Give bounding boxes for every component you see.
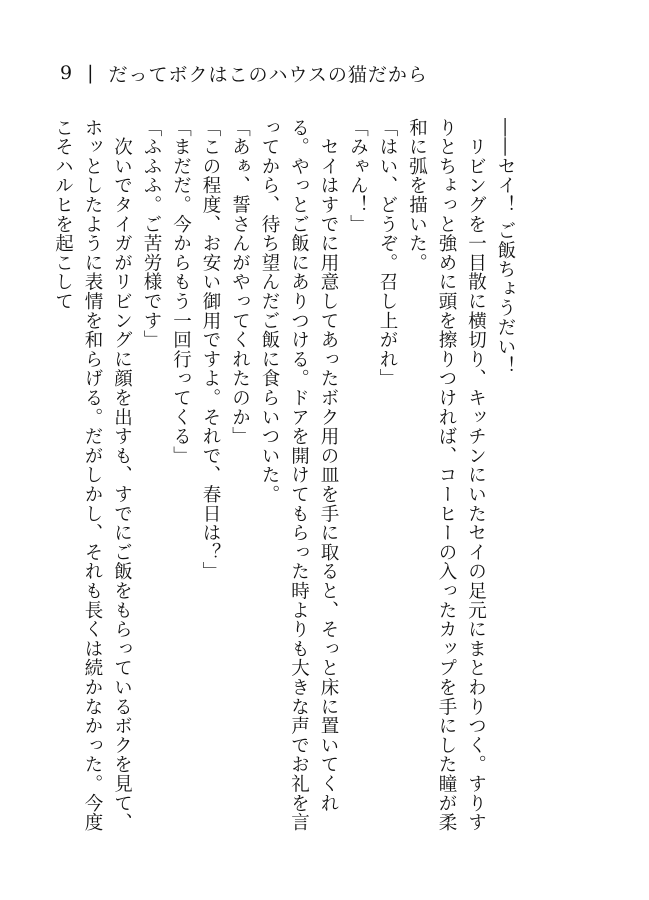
running-header: [60, 58, 428, 88]
paragraph: 「みゃん！」: [347, 118, 369, 234]
paragraph: ――セイ！ ご飯ちょうだい！: [495, 118, 516, 376]
paragraph: リビングを一目散に横切り、キッチンにいたセイの足元にまとわりつく。すりすりとちょっと強めに頭を擦りつければ、コーヒーの入ったカップを手にした瞳が柔和に弧を描いた。: [406, 118, 487, 833]
chapter-title: だってボクはこのハウスの猫だから: [108, 63, 428, 86]
paragraph: セイはすでに用意してあったボク用の皿を手に取ると、そっと床に置いてくれる。やっとご飯にありつける。ドアを開けてもらった時よりも大きな声でお礼を言ってから、待ち望んだご飯に食らいついた。: [259, 118, 339, 833]
paragraph: 「はい、どうぞ。召し上がれ」: [377, 118, 398, 389]
paragraph: 「この程度、お安い御用ですよ。それで、春日は？」: [200, 118, 221, 582]
paragraph: 次いでタイガがリビングに顔を出すも、すでにご飯をもらっているボクを見て、ホッとしたように表情を和らげる。だがしかし、それも長くは続かなかった。今度こそハルヒを起こして: [52, 118, 133, 833]
header-separator: |: [87, 62, 95, 84]
paragraph: 「ふふふ。ご苦労様です」: [141, 118, 162, 350]
paragraph: 「まだだ。今からもう一回行ってくる」: [170, 118, 192, 466]
body-text: [52, 118, 520, 838]
paragraph: 「あぁ、誓さんがやってくれたのか」: [229, 118, 251, 447]
page-number: 9: [60, 62, 74, 84]
